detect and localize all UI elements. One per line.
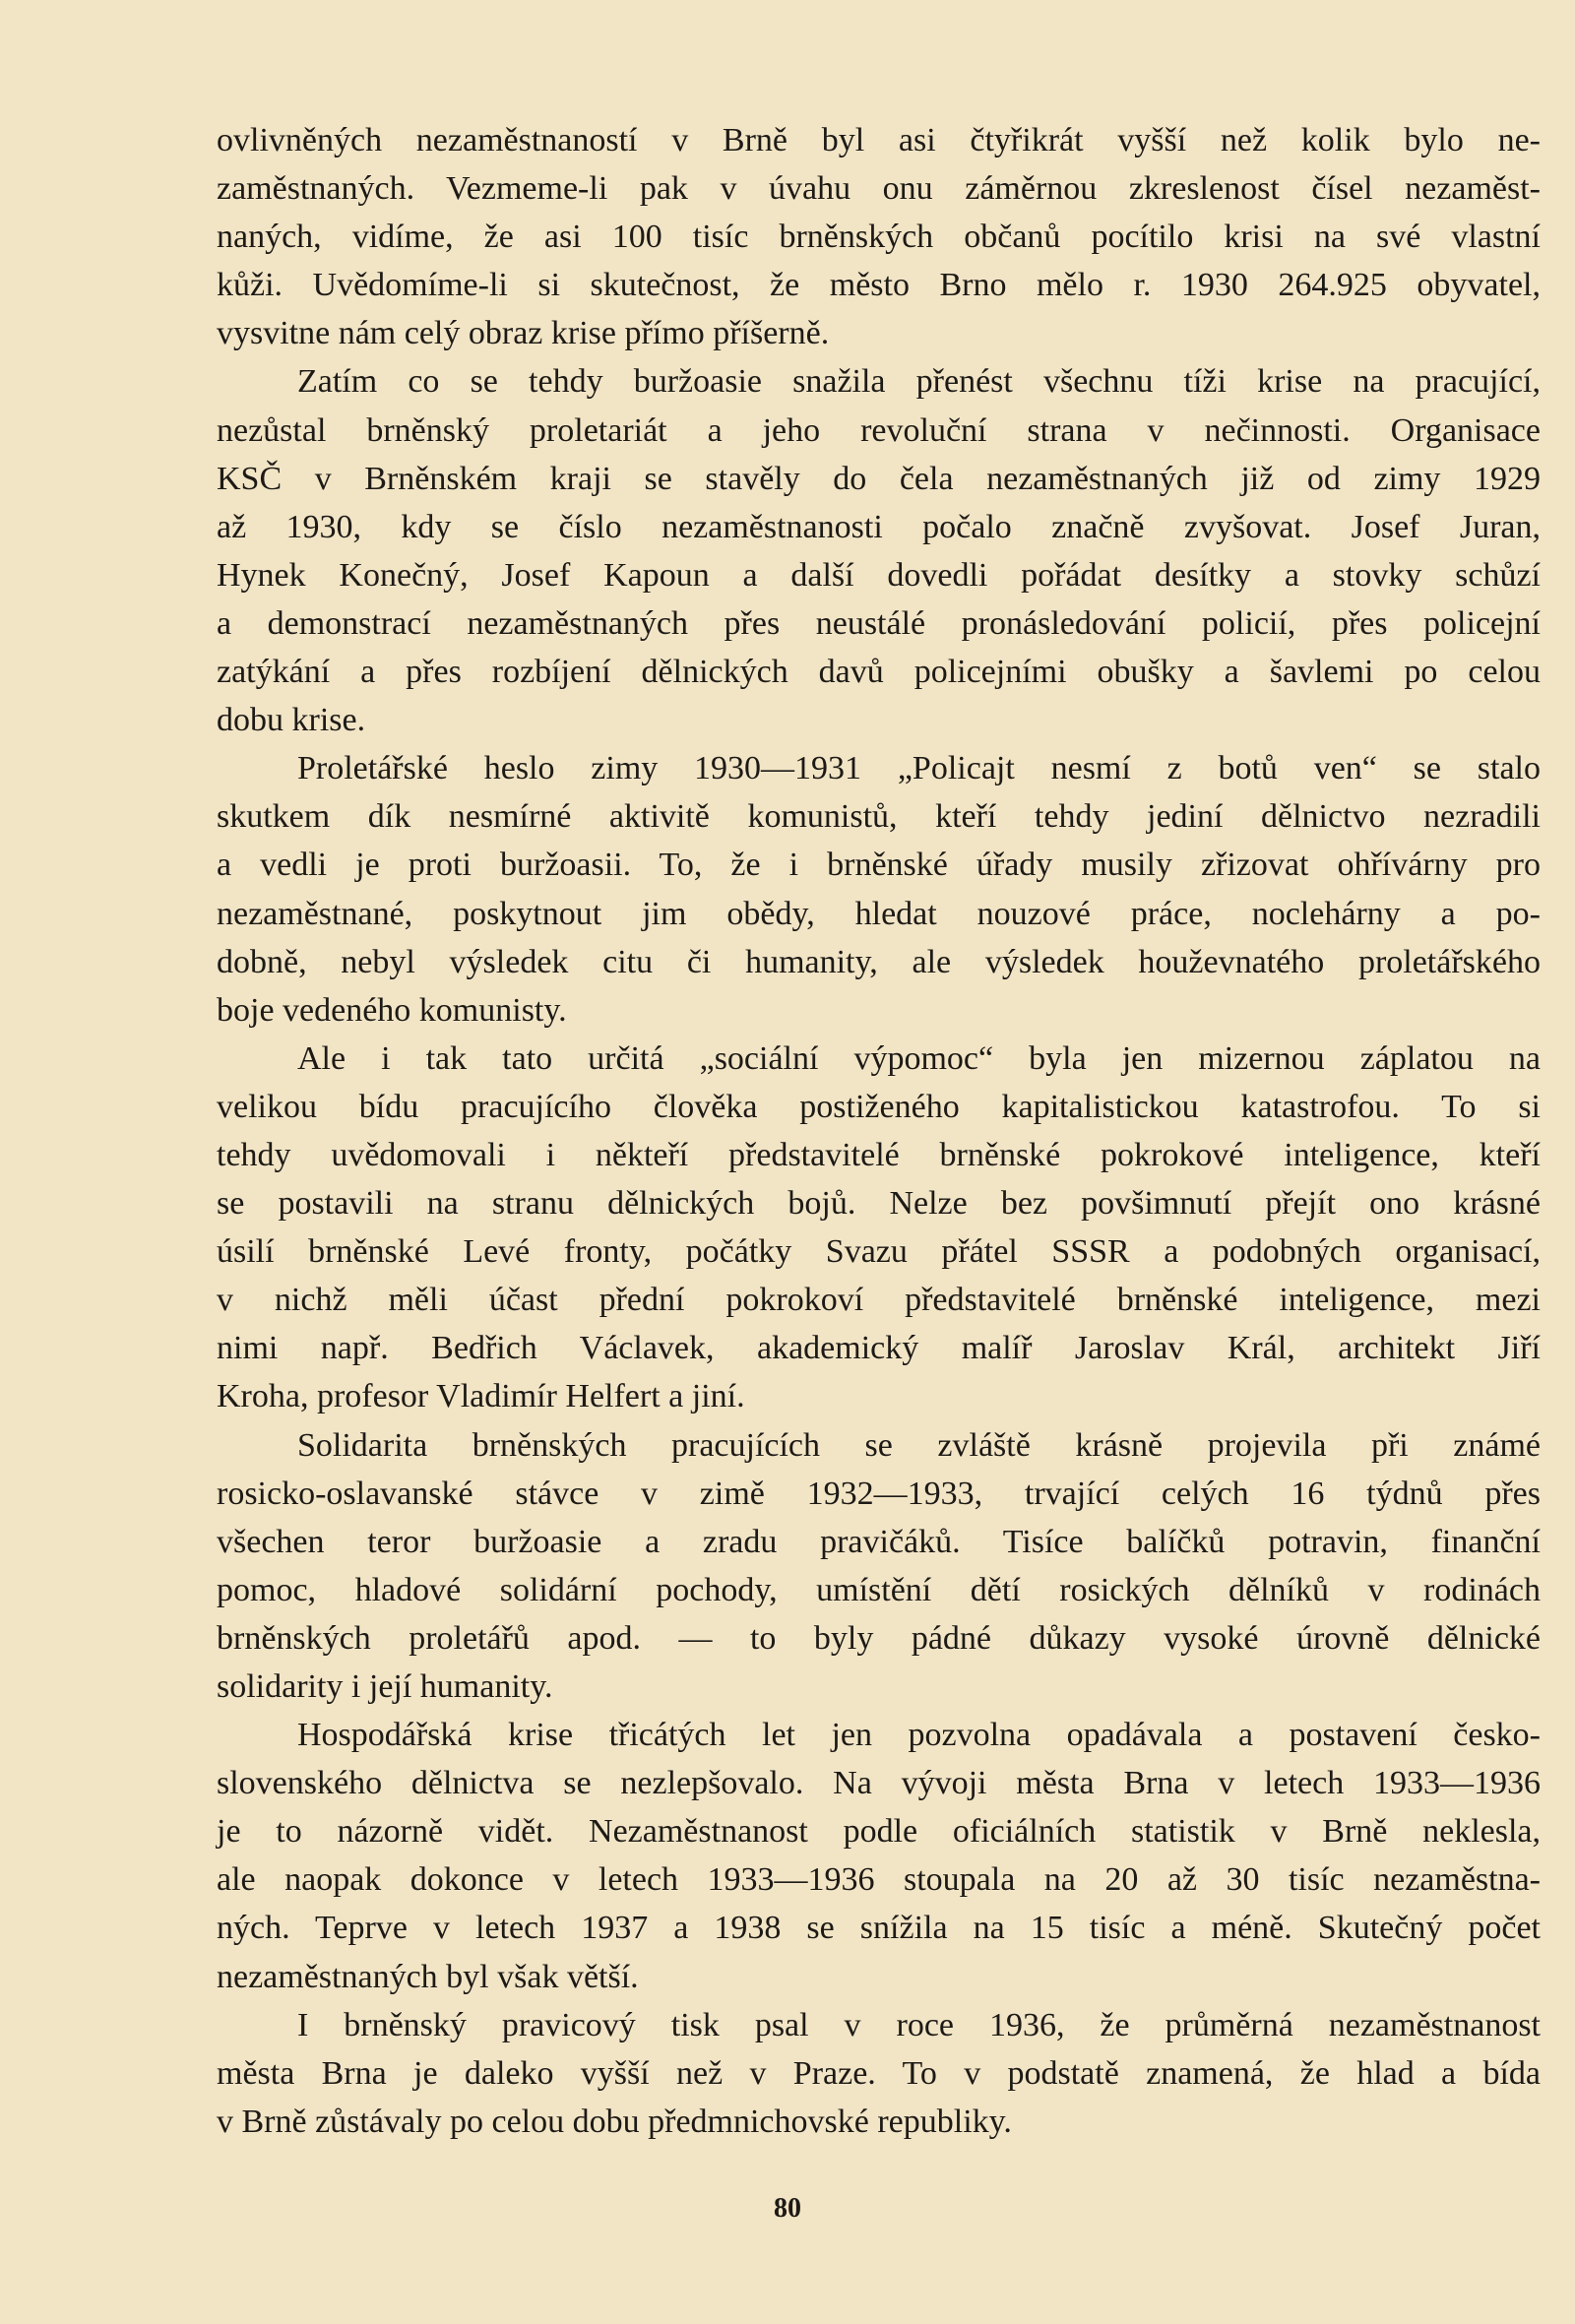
text-line: KSČ v Brněnském kraji se stavěly do čela nezaměstnaných již od zimy 1929 (217, 460, 1541, 497)
text-line: naných, vidíme, že asi 100 tisíc brněnských občanů pocítilo krisi na své vlastní (217, 219, 1541, 256)
text-line: skutkem dík nesmírné aktivitě komunistů, kteří tehdy jediní dělnictvo nezradili (217, 798, 1541, 836)
text-line: slovenského dělnictva se nezlepšovalo. Na vývoji města Brna v letech 1933—1936 (217, 1765, 1541, 1802)
text-line: brněnských proletářů apod. — to byly pádné důkazy vysoké úrovně dělnické (217, 1619, 1541, 1657)
text-line: velikou bídu pracujícího člověka postiženého kapitalistickou katastrofou. To si (217, 1088, 1541, 1125)
text-line: Ale i tak tato určitá „sociální výpomoc“ byla jen mizernou záplatou na (297, 1039, 1541, 1077)
text-line: Hynek Konečný, Josef Kapoun a další dovedli pořádat desítky a stovky schůzí (217, 556, 1541, 594)
paragraph (217, 1711, 1541, 2001)
text-line: Kroha, profesor Vladimír Helfert a jiní. (217, 1378, 745, 1415)
text-line: Proletářské heslo zimy 1930—1931 „Policajt nesmí z botů ven“ se stalo (297, 750, 1541, 787)
text-line: vysvitne nám celý obraz krise přímo příšerně. (217, 315, 830, 352)
paragraph (217, 744, 1541, 1035)
text-line: je to názorně vidět. Nezaměstnanost podle oficiálních statistik v Brně neklesla, (217, 1813, 1541, 1851)
text-line: Solidarita brněnských pracujících se zvláště krásně projevila při známé (297, 1426, 1541, 1464)
text-line: nimi např. Bedřich Václavek, akademický malíř Jaroslav Král, architekt Jiří (217, 1330, 1541, 1367)
text-line: I brněnský pravicový tisk psal v roce 1936, že průměrná nezaměstnanost (297, 2006, 1541, 2043)
text-line: nezůstal brněnský proletariát a jeho revoluční strana v nečinnosti. Organisace (217, 411, 1541, 449)
text-line: úsilí brněnské Levé fronty, počátky Svazu přátel SSSR a podobných organisací, (217, 1233, 1541, 1271)
text-line: dobně, nebyl výsledek citu či humanity, ale výsledek houževnatého proletářského (217, 943, 1541, 980)
text-line: ovlivněných nezaměstnaností v Brně byl asi čtyřikrát vyšší než kolik bylo ne- (217, 122, 1541, 158)
text-line: Zatím co se tehdy buržoasie snažila přenést všechnu tíži krise na pracující, (297, 363, 1541, 401)
text-line: se postavili na stranu dělnických bojů. Nelze bez povšimnutí přejít ono krásné (217, 1185, 1541, 1223)
text-line: solidarity i její humanity. (217, 1668, 553, 1705)
text-line: pomoc, hladové solidární pochody, umístění dětí rosických dělníků v rodinách (217, 1571, 1541, 1608)
paragraph (217, 116, 1541, 357)
text-line: ných. Teprve v letech 1937 a 1938 se snížila na 15 tisíc a méně. Skutečný počet (217, 1910, 1541, 1947)
text-line: dobu krise. (217, 702, 366, 739)
text-line: v nichž měli účast přední pokrokoví představitelé brněnské inteligence, mezi (217, 1282, 1541, 1319)
text-line: a demonstrací nezaměstnaných přes neustálé pronásledování policií, přes policejní (217, 604, 1541, 642)
text-line: nezaměstnané, poskytnout jim obědy, hledat nouzové práce, noclehárny a po- (217, 895, 1541, 932)
text-line: v Brně zůstávaly po celou dobu předmnichovské republiky. (217, 2103, 1012, 2140)
paragraph (217, 2001, 1541, 2146)
text-line: města Brna je daleko vyšší než v Praze. To v podstatě znamená, že hlad a bída (217, 2054, 1541, 2092)
text-line: tehdy uvědomovali i někteří představitelé brněnské pokrokové inteligence, kteří (217, 1136, 1541, 1173)
text-line: kůži. Uvědomíme-li si skutečnost, že město Brno mělo r. 1930 264.925 obyvatel, (217, 267, 1541, 304)
body-text (217, 116, 1541, 2146)
page-number: 80 (774, 2193, 801, 2224)
paragraph (217, 1421, 1541, 1712)
paragraph (217, 1035, 1541, 1421)
paragraph (217, 357, 1541, 744)
text-line: zaměstnaných. Vezmeme-li pak v úvahu onu záměrnou zkreslenost čísel nezaměst- (217, 170, 1541, 208)
text-line: zatýkání a přes rozbíjení dělnických davů policejními obušky a šavlemi po celou (217, 654, 1541, 691)
text-line: až 1930, kdy se číslo nezaměstnanosti počalo značně zvyšovat. Josef Juran, (217, 508, 1541, 545)
text-line: nezaměstnaných byl však větší. (217, 1958, 639, 1995)
text-line: všechen teror buržoasie a zradu pravičáků. Tisíce balíčků potravin, finanční (217, 1523, 1541, 1560)
text-line: Hospodářská krise třicátých let jen pozvolna opadávala a postavení česko- (297, 1717, 1541, 1754)
text-line: ale naopak dokonce v letech 1933—1936 stoupala na 20 až 30 tisíc nezaměstna- (217, 1861, 1541, 1899)
text-line: a vedli je proti buržoasii. To, že i brněnské úřady musily zřizovat ohřívárny pro (217, 847, 1541, 884)
text-line: boje vedeného komunisty. (217, 991, 567, 1029)
text-line: rosicko-oslavanské stávce v zimě 1932—1933, trvající celých 16 týdnů přes (217, 1475, 1541, 1512)
